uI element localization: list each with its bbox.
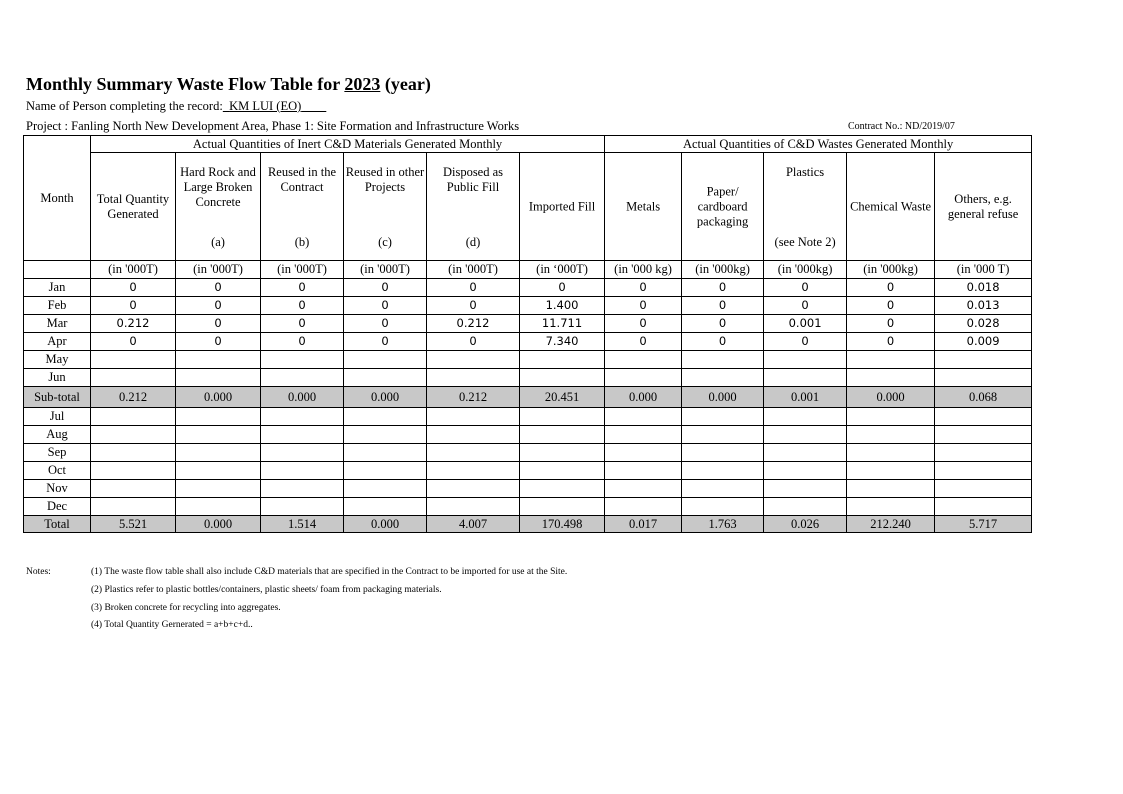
value-cell xyxy=(764,462,847,480)
unit-cell: (in '000T) xyxy=(261,261,344,279)
month-cell: Apr xyxy=(24,333,91,351)
person-label: Name of Person completing the record: xyxy=(26,99,223,113)
month-row xyxy=(24,444,1032,462)
month-cell: Jun xyxy=(24,369,91,387)
hard-rock-header: Hard Rock and Large Broken Concrete (a) xyxy=(176,153,261,261)
value-cell xyxy=(427,408,520,426)
note-item: (3) Broken concrete for recycling into aggregates. xyxy=(91,603,281,613)
contract-number: Contract No.: ND/2019/07 xyxy=(848,121,955,132)
value-cell: 7.340 xyxy=(520,333,605,351)
value-cell xyxy=(847,480,935,498)
month-cell: Jan xyxy=(24,279,91,297)
value-cell: 0 xyxy=(427,333,520,351)
value-cell xyxy=(682,444,764,462)
value-cell: 0.212 xyxy=(91,315,176,333)
subtotal-cell: 0.000 xyxy=(261,387,344,408)
value-cell: 0 xyxy=(682,315,764,333)
value-cell xyxy=(91,369,176,387)
value-cell xyxy=(520,369,605,387)
person-value: KM LUI (EO) xyxy=(229,99,302,113)
total-cell: 1.763 xyxy=(682,516,764,533)
value-cell xyxy=(764,480,847,498)
subtotal-cell: 0.000 xyxy=(605,387,682,408)
month-row xyxy=(24,408,1032,426)
value-cell xyxy=(176,408,261,426)
value-cell xyxy=(682,498,764,516)
value-cell: 0 xyxy=(261,297,344,315)
value-cell xyxy=(91,444,176,462)
subtotal-cell: 20.451 xyxy=(520,387,605,408)
value-cell xyxy=(427,369,520,387)
subtotal-row xyxy=(24,387,1032,408)
value-cell xyxy=(605,369,682,387)
value-cell: 0 xyxy=(91,297,176,315)
value-cell xyxy=(764,351,847,369)
wastes-group-header: Actual Quantities of C&D Wastes Generated Monthly xyxy=(605,136,1032,153)
unit-cell: (in '000T) xyxy=(427,261,520,279)
value-cell xyxy=(261,426,344,444)
subtotal-cell: 0.068 xyxy=(935,387,1032,408)
value-cell xyxy=(91,408,176,426)
total-cell: 212.240 xyxy=(847,516,935,533)
value-cell xyxy=(344,498,427,516)
unit-cell: (in '000 kg) xyxy=(605,261,682,279)
unit-cell: (in '000kg) xyxy=(764,261,847,279)
value-cell xyxy=(520,408,605,426)
months-jan-jun xyxy=(24,279,1032,387)
subtotal-cell: 0.000 xyxy=(176,387,261,408)
value-cell: 0 xyxy=(605,333,682,351)
reused-other-header: Reused in other Projects (c) xyxy=(344,153,427,261)
value-cell: 0 xyxy=(261,279,344,297)
value-cell xyxy=(935,351,1032,369)
value-cell xyxy=(91,351,176,369)
value-cell: 0 xyxy=(344,315,427,333)
month-row xyxy=(24,351,1032,369)
value-cell xyxy=(344,351,427,369)
value-cell: 0 xyxy=(520,279,605,297)
value-cell: 0 xyxy=(847,297,935,315)
value-cell xyxy=(764,426,847,444)
value-cell xyxy=(176,462,261,480)
value-cell xyxy=(847,426,935,444)
units-month-cell xyxy=(24,261,91,279)
value-cell xyxy=(261,444,344,462)
month-row xyxy=(24,279,1032,297)
value-cell xyxy=(176,444,261,462)
inert-group-header: Actual Quantities of Inert C&D Materials Generated Monthly xyxy=(91,136,605,153)
value-cell xyxy=(847,462,935,480)
total-header: Total Quantity Generated xyxy=(91,153,176,261)
unit-cell: (in '000T) xyxy=(91,261,176,279)
subtotal-label: Sub-total xyxy=(24,387,91,408)
value-cell xyxy=(344,369,427,387)
month-cell: Aug xyxy=(24,426,91,444)
month-row xyxy=(24,462,1032,480)
month-row xyxy=(24,480,1032,498)
notes-label: Notes: xyxy=(26,567,51,577)
value-cell xyxy=(261,369,344,387)
unit-cell: (in '000kg) xyxy=(682,261,764,279)
value-cell xyxy=(344,426,427,444)
chemical-header: Chemical Waste xyxy=(847,153,935,261)
value-cell: 0 xyxy=(176,315,261,333)
month-cell: Feb xyxy=(24,297,91,315)
value-cell xyxy=(764,408,847,426)
value-cell: 0.028 xyxy=(935,315,1032,333)
value-cell: 0 xyxy=(344,297,427,315)
unit-cell: (in '000 T) xyxy=(935,261,1032,279)
title-suffix: (year) xyxy=(380,74,431,94)
value-cell xyxy=(935,408,1032,426)
subtotal-cell: 0.000 xyxy=(344,387,427,408)
total-cell: 0.026 xyxy=(764,516,847,533)
note-item: (4) Total Quantity Gernerated = a+b+c+d.. xyxy=(91,620,253,630)
value-cell: 0 xyxy=(261,315,344,333)
plastics-header: Plastics (see Note 2) xyxy=(764,153,847,261)
value-cell xyxy=(520,498,605,516)
value-cell xyxy=(91,426,176,444)
subtotal-cell: 0.000 xyxy=(682,387,764,408)
value-cell xyxy=(520,480,605,498)
value-cell: 0 xyxy=(344,279,427,297)
value-cell xyxy=(344,462,427,480)
value-cell xyxy=(847,498,935,516)
total-cell: 5.717 xyxy=(935,516,1032,533)
total-cell: 0.000 xyxy=(176,516,261,533)
value-cell: 0 xyxy=(847,279,935,297)
value-cell: 0 xyxy=(682,297,764,315)
value-cell xyxy=(605,444,682,462)
value-cell xyxy=(682,480,764,498)
value-cell xyxy=(605,462,682,480)
value-cell: 0 xyxy=(764,279,847,297)
subtotal-cell: 0.000 xyxy=(847,387,935,408)
value-cell: 0 xyxy=(176,279,261,297)
value-cell xyxy=(176,351,261,369)
value-cell: 11.711 xyxy=(520,315,605,333)
value-cell: 0 xyxy=(427,279,520,297)
value-cell: 0 xyxy=(847,315,935,333)
value-cell: 0 xyxy=(764,297,847,315)
metals-header: Metals xyxy=(605,153,682,261)
month-cell: Nov xyxy=(24,480,91,498)
value-cell xyxy=(427,462,520,480)
value-cell xyxy=(261,408,344,426)
value-cell xyxy=(91,480,176,498)
value-cell: 0 xyxy=(764,333,847,351)
column-header-row xyxy=(24,153,1032,261)
value-cell xyxy=(427,426,520,444)
value-cell: 0 xyxy=(605,279,682,297)
value-cell: 0 xyxy=(427,297,520,315)
month-row xyxy=(24,297,1032,315)
month-cell: May xyxy=(24,351,91,369)
value-cell xyxy=(847,369,935,387)
total-row xyxy=(24,516,1032,533)
value-cell xyxy=(261,462,344,480)
value-cell xyxy=(682,408,764,426)
unit-cell: (in ‘000T) xyxy=(520,261,605,279)
months-jul-dec xyxy=(24,408,1032,516)
month-cell: Oct xyxy=(24,462,91,480)
total-cell: 1.514 xyxy=(261,516,344,533)
total-cell: 170.498 xyxy=(520,516,605,533)
value-cell xyxy=(935,426,1032,444)
note-item: (1) The waste flow table shall also include C&D materials that are specified in the Contract to be imported for use at the Site. xyxy=(91,567,568,577)
value-cell: 0.018 xyxy=(935,279,1032,297)
value-cell: 0 xyxy=(605,297,682,315)
value-cell: 0 xyxy=(176,333,261,351)
value-cell xyxy=(605,426,682,444)
value-cell xyxy=(605,351,682,369)
total-cell: 5.521 xyxy=(91,516,176,533)
value-cell xyxy=(520,426,605,444)
title-year: 2023 xyxy=(344,74,381,94)
value-cell xyxy=(764,369,847,387)
value-cell xyxy=(91,498,176,516)
value-cell xyxy=(176,369,261,387)
value-cell xyxy=(605,498,682,516)
imported-header: Imported Fill xyxy=(520,153,605,261)
value-cell xyxy=(91,462,176,480)
value-cell: 0 xyxy=(847,333,935,351)
month-cell: Jul xyxy=(24,408,91,426)
value-cell xyxy=(682,426,764,444)
value-cell xyxy=(427,444,520,462)
waste-flow-table xyxy=(23,135,1032,533)
value-cell xyxy=(935,444,1032,462)
value-cell: 0.009 xyxy=(935,333,1032,351)
value-cell xyxy=(682,351,764,369)
total-cell: 0.017 xyxy=(605,516,682,533)
value-cell: 0 xyxy=(682,279,764,297)
disposed-header: Disposed as Public Fill (d) xyxy=(427,153,520,261)
value-cell xyxy=(176,426,261,444)
value-cell: 0 xyxy=(682,333,764,351)
subtotal-cell: 0.212 xyxy=(91,387,176,408)
month-cell: Mar xyxy=(24,315,91,333)
value-cell xyxy=(261,480,344,498)
paper-header: Paper/ cardboard packaging xyxy=(682,153,764,261)
value-cell xyxy=(605,408,682,426)
person-line xyxy=(26,99,326,114)
value-cell xyxy=(261,498,344,516)
value-cell xyxy=(344,444,427,462)
others-header: Others, e.g. general refuse xyxy=(935,153,1032,261)
value-cell xyxy=(682,369,764,387)
value-cell xyxy=(935,462,1032,480)
unit-cell: (in '000kg) xyxy=(847,261,935,279)
value-cell: 0 xyxy=(605,315,682,333)
subtotal-cell: 0.001 xyxy=(764,387,847,408)
value-cell xyxy=(176,498,261,516)
project-line: Project : Fanling North New Development Area, Phase 1: Site Formation and Infrastructure Works xyxy=(26,119,520,133)
value-cell xyxy=(935,480,1032,498)
unit-cell: (in '000T) xyxy=(176,261,261,279)
value-cell xyxy=(847,351,935,369)
value-cell: 1.400 xyxy=(520,297,605,315)
value-cell xyxy=(520,351,605,369)
unit-cell: (in '000T) xyxy=(344,261,427,279)
value-cell xyxy=(847,444,935,462)
month-row xyxy=(24,369,1032,387)
units-row xyxy=(24,261,1032,279)
title-prefix: Monthly Summary Waste Flow Table for xyxy=(26,74,345,94)
total-cell: 4.007 xyxy=(427,516,520,533)
month-cell: Dec xyxy=(24,498,91,516)
value-cell xyxy=(344,408,427,426)
value-cell xyxy=(847,408,935,426)
value-cell xyxy=(935,498,1032,516)
value-cell: 0 xyxy=(344,333,427,351)
subtotal-cell: 0.212 xyxy=(427,387,520,408)
month-row xyxy=(24,498,1032,516)
month-row xyxy=(24,426,1032,444)
value-cell: 0.001 xyxy=(764,315,847,333)
value-cell: 0 xyxy=(91,279,176,297)
value-cell xyxy=(344,480,427,498)
value-cell: 0 xyxy=(91,333,176,351)
value-cell: 0 xyxy=(176,297,261,315)
total-cell: 0.000 xyxy=(344,516,427,533)
month-cell: Sep xyxy=(24,444,91,462)
value-cell xyxy=(427,480,520,498)
page-title xyxy=(26,74,431,95)
value-cell: 0.013 xyxy=(935,297,1032,315)
month-row xyxy=(24,333,1032,351)
value-cell xyxy=(261,351,344,369)
group-header-row xyxy=(24,136,1032,153)
value-cell: 0.212 xyxy=(427,315,520,333)
note-item: (2) Plastics refer to plastic bottles/containers, plastic sheets/ foam from packaging materials. xyxy=(91,585,442,595)
value-cell xyxy=(764,444,847,462)
value-cell xyxy=(764,498,847,516)
value-cell xyxy=(605,480,682,498)
value-cell xyxy=(520,444,605,462)
value-cell: 0 xyxy=(261,333,344,351)
total-label: Total xyxy=(24,516,91,533)
month-header: Month xyxy=(24,136,91,261)
month-row xyxy=(24,315,1032,333)
value-cell xyxy=(935,369,1032,387)
value-cell xyxy=(176,480,261,498)
value-cell xyxy=(682,462,764,480)
value-cell xyxy=(427,351,520,369)
reused-contract-header: Reused in the Contract (b) xyxy=(261,153,344,261)
value-cell xyxy=(427,498,520,516)
value-cell xyxy=(520,462,605,480)
